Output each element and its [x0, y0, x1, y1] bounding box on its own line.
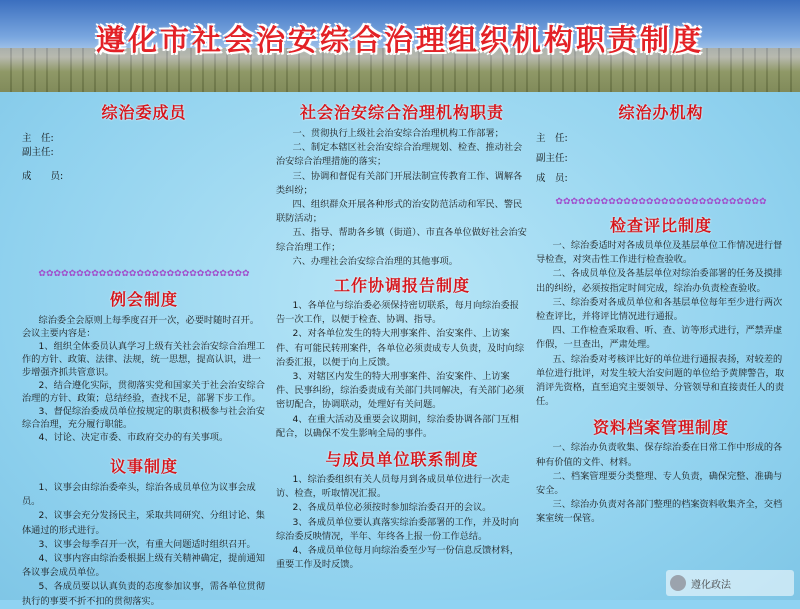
- duties-item-2: 二、制定本辖区社会治安综合治理规划、检查、推动社会治安综合治理措施的落实；: [276, 142, 523, 168]
- meeting-intro: 综治委全会原则上每季度召开一次，必要时随时召开。会议主要内容是：: [22, 315, 260, 339]
- duties-item-4: 四、组织群众开展各种形式的治安防范活动和军民、警民联防活动；: [276, 199, 523, 225]
- page-title: 遵化市社会治安综合治理组织机构职责制度: [95, 23, 704, 57]
- account-avatar-icon: [670, 575, 686, 591]
- liaison-item-2: 2、各成员单位必须按时参加综治委召开的会议。: [292, 502, 492, 514]
- inspection-item-3: 三、综治委对各成员单位和各基层单位每年至少进行两次检查评比，并将评比情况进行通报。: [536, 296, 783, 323]
- liaison-item-4: 4、各成员单位每月向综治委至少写一份信息反馈材料，重要工作及时反馈。: [276, 545, 519, 571]
- meeting-item-2: 2、结合遵化实际，贯彻落实党和国家关于社会治安综合治理的方针、政策；总结经验，查找不足，部署下步工作。: [22, 380, 265, 404]
- deliberation-item-2: 2、议事会充分发扬民主，采取共同研究、分组讨论、集体通过的形式进行。: [22, 510, 265, 536]
- coordination-item-4: 4、在重大活动及重要会议期间，综治委协调各部门互相配合，以确保不发生影响全局的事件。: [276, 413, 519, 439]
- middle-column: [276, 92, 528, 572]
- flower-divider-right: ✿✿✿✿✿✿✿✿✿✿✿✿✿✿✿✿✿✿✿✿✿✿✿✿✿✿✿✿: [555, 197, 767, 207]
- meeting-item-4: 4、讨论、决定市委、市政府交办的有关事项。: [38, 432, 229, 443]
- flower-divider: ✿✿✿✿✿✿✿✿✿✿✿✿✿✿✿✿✿✿✿✿✿✿✿✿✿✿✿✿: [38, 269, 250, 279]
- left-column: [22, 92, 266, 609]
- archives-item-3: 三、综治办负责对各部门整理的档案资料收集齐全，交档案室统一保管。: [536, 499, 783, 525]
- office-director: 主 任:: [536, 133, 568, 144]
- meeting-heading: 例会制度: [109, 290, 178, 309]
- liaison-heading: 与成员单位联系制度: [325, 450, 479, 470]
- liaison-item-1: 1、综治委组织有关人员每月到各成员单位进行一次走访、检查，听取情况汇报。: [276, 474, 510, 500]
- archives-item-1: 一、综治办负责收集、保存综治委在日常工作中形成的各种有价值的文件、材料。: [536, 442, 783, 468]
- right-column: [536, 92, 786, 527]
- members-list: 成 员:: [22, 171, 64, 182]
- coordination-item-1: 1、各单位与综治委必须保持密切联系，每月向综治委报告一次工作，以便于检查、协调、指导。: [276, 300, 519, 326]
- watermark: [666, 570, 794, 596]
- watermark-text: 遵化政法: [691, 579, 731, 591]
- title-banner: [0, 0, 800, 92]
- deliberation-item-5: 5、各成员要以认真负责的态度参加议事，需各单位贯彻执行的事要不折不扣的贯彻落实。: [22, 581, 265, 607]
- deliberation-item-4: 4、议事内容由综治委根据上级有关精神确定，提前通知各议事会成员单位。: [22, 553, 265, 579]
- deliberation-item-3: 3、议事会每季召开一次，有重大问题适时组织召开。: [38, 538, 256, 550]
- deliberation-item-1: 1、议事会由综治委牵头，综治各成员单位为议事会成员。: [22, 482, 256, 508]
- liaison-item-3: 3、各成员单位要认真落实综治委部署的工作，并及时向综治委反映情况，半年、年终各上报一份工作总结。: [276, 516, 519, 542]
- coordination-heading: 工作协调报告制度: [333, 276, 470, 296]
- coordination-item-2: 2、对各单位发生的特大刑事案件、治安案件、上访案件、有可能民转刑案件，各单位必须责成专人负责，及时向综治委汇报，以便于向上反馈。: [276, 328, 525, 368]
- inspection-item-4: 四、工作检查采取看、听、查、访等形式进行，严禁弄虚作假，一旦查出，严肃处理。: [536, 325, 783, 351]
- duties-item-6: 六、办理社会治安综合治理的其他事项。: [292, 255, 458, 267]
- office-deputy: 副主任:: [536, 153, 568, 164]
- members-director: 主 任:: [22, 133, 54, 144]
- meeting-item-3: 3、督促综治委成员单位按规定的职责积极参与社会治安综合治理，充分履行职能。: [22, 406, 265, 430]
- inspection-item-5: 五、综治委对考核评比好的单位进行通报表扬，对较差的单位进行批评，对发生较大治安问题的单位给予黄牌警告，取消评先资格，直至追究主要领导、分管领导和直接责任人的责任。: [536, 353, 785, 408]
- duties-item-1: 一、贯彻执行上级社会治安综合治理机构工作部署；: [292, 128, 504, 139]
- duties-item-3: 三、协调和督促有关部门开展法制宣传教育工作、调解各类纠纷；: [276, 170, 523, 196]
- board-content: [0, 92, 800, 607]
- coordination-item-3: 3、对辖区内发生的特大刑事案件、治安案件、上访案件、民事纠纷，综治委责成有关部门共同解决，有关部门必须密切配合，协调联动，处理好有关问题。: [276, 371, 525, 411]
- office-heading: 综治办机构: [618, 103, 704, 122]
- duties-item-5: 五、指导、帮助各乡镇（街道）、市直各单位做好社会治安综合治理工作；: [276, 227, 527, 253]
- duties-heading: 社会治安综合治理机构职责: [299, 103, 504, 122]
- deliberation-heading: 议事制度: [109, 457, 178, 476]
- inspection-heading: 检查评比制度: [609, 216, 712, 235]
- members-deputy: 副主任:: [22, 147, 54, 158]
- inspection-item-1: 一、综治委适时对各成员单位及基层单位工作情况进行督导检查，对突击性工作进行检查验收。: [536, 240, 783, 266]
- archives-item-2: 二、档案管理要分类整理、专人负责，确保完整、准确与安全。: [536, 470, 783, 497]
- inspection-item-2: 二、各成员单位及各基层单位对综治委部署的任务及摸排出的纠纷，必须按指定时间完成，综治办负责检查验收。: [536, 268, 783, 294]
- office-members: 成 员:: [536, 173, 568, 184]
- archives-heading: 资料档案管理制度: [592, 418, 729, 438]
- meeting-item-1: 1、组织全体委员认真学习上级有关社会治安综合治理工作的方针、政策、法律、法规，统一思想，提高认识，进一步增强齐抓共管意识。: [22, 341, 265, 378]
- members-heading: 综治委成员: [101, 103, 187, 122]
